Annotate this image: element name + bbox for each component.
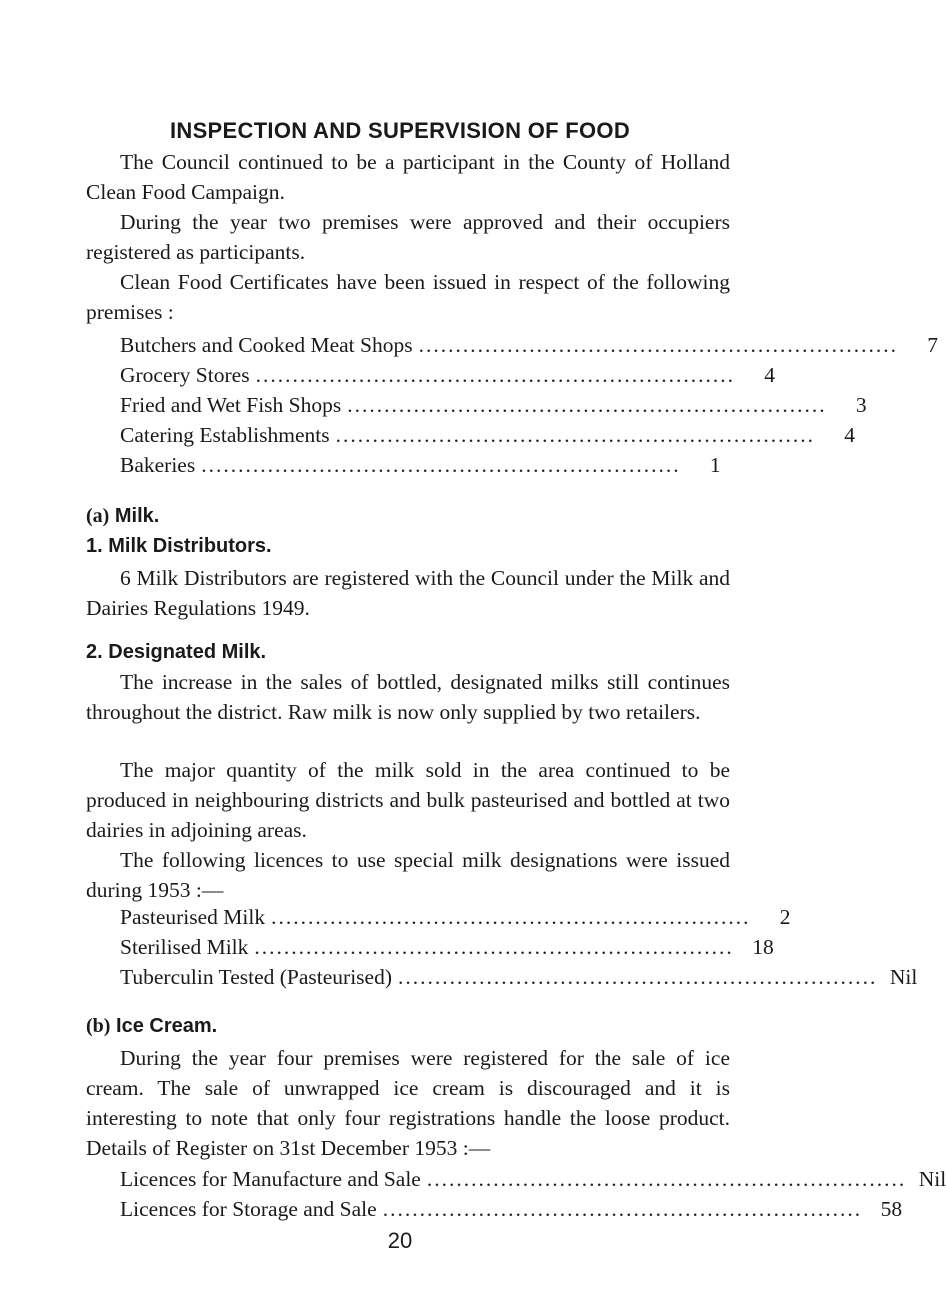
list-item	[120, 330, 938, 360]
intro-paragraph-1: The Council continued to be a participant in the County of Holland Clean Food Campaign.	[86, 150, 730, 204]
list-item-value: 4	[844, 423, 855, 447]
list-item-value: Nil	[918, 1167, 946, 1191]
subsection-2-mark: 2.	[86, 641, 103, 663]
section-a-heading	[86, 502, 159, 530]
subsection-1-mark: 1.	[86, 535, 103, 557]
leader-dots: .................................................................	[418, 333, 898, 357]
leader-dots: .................................................................	[335, 423, 815, 447]
list-item	[120, 962, 918, 992]
designated-milk-paragraph-3: The following licences to use special milk designations were issued during 1953 :—	[86, 848, 730, 902]
section-b-heading	[86, 1012, 217, 1040]
list-item-value: 18	[752, 935, 774, 959]
list-item	[120, 360, 775, 390]
leader-dots: .................................................................	[201, 453, 681, 477]
subsection-1-title: Milk Distributors.	[108, 535, 272, 557]
list-item-label: Pasteurised Milk	[120, 905, 266, 929]
list-item	[120, 390, 867, 420]
list-item-value: Nil	[889, 965, 918, 989]
certificates-list	[120, 330, 938, 480]
page-title: INSPECTION AND SUPERVISION OF FOOD	[169, 118, 631, 143]
section-b-mark: (b)	[86, 1015, 111, 1037]
list-item-label: Licences for Manufacture and Sale	[120, 1167, 421, 1191]
list-item	[120, 450, 721, 480]
list-item-value: 7	[927, 333, 938, 357]
list-item-value: 58	[880, 1197, 903, 1221]
list-item	[120, 932, 774, 962]
list-item-value: 1	[709, 453, 721, 477]
designated-milk-paragraph-1: The increase in the sales of bottled, designated milks still continues throughout the district. Raw milk is now only supplied by two retailers.	[86, 670, 730, 724]
list-item-label: Bakeries	[120, 453, 196, 477]
list-item-label: Licences for Storage and Sale	[120, 1197, 377, 1221]
list-item-value: 2	[779, 905, 791, 929]
leader-dots: .................................................................	[397, 965, 878, 989]
page-number: 20	[387, 1228, 413, 1253]
list-item-value: 4	[764, 363, 775, 387]
milk-distributors-paragraph: 6 Milk Distributors are registered with the Council under the Milk and Dairies Regulations 1949.	[86, 566, 730, 620]
subsection-2-title: Designated Milk.	[108, 641, 267, 663]
licences-list	[120, 902, 918, 992]
leader-dots: .................................................................	[347, 393, 827, 417]
leader-dots: .................................................................	[271, 905, 751, 929]
list-item-label: Sterilised Milk	[120, 935, 249, 959]
section-a-mark: (a)	[86, 505, 110, 527]
leader-dots: .................................................................	[255, 363, 735, 387]
intro-paragraph-3: Clean Food Certificates have been issued in respect of the following premises :	[86, 270, 730, 324]
list-item-label: Grocery Stores	[120, 363, 250, 387]
subsection-1-heading	[86, 532, 272, 560]
list-item-label: Butchers and Cooked Meat Shops	[120, 333, 413, 357]
leader-dots: .................................................................	[382, 1197, 863, 1221]
ice-cream-paragraph: During the year four premises were registered for the sale of ice cream. The sale of unwrapped ice cream is discouraged and it is interesting to note that only four registrations handle the loose product. Details of Register on 31st December 1953 :—	[86, 1046, 730, 1160]
list-item	[120, 902, 791, 932]
list-item-label: Tuberculin Tested (Pasteurised)	[120, 965, 392, 989]
list-item	[120, 1194, 903, 1224]
section-a-title: Milk.	[114, 505, 160, 527]
section-b-title: Ice Cream.	[116, 1015, 218, 1037]
subsection-2-heading	[86, 638, 266, 666]
leader-dots: .................................................................	[254, 935, 734, 959]
list-item	[120, 1164, 946, 1194]
list-item-label: Catering Establishments	[120, 423, 330, 447]
list-item	[120, 420, 855, 450]
list-item-label: Fried and Wet Fish Shops	[120, 393, 342, 417]
leader-dots: .................................................................	[426, 1167, 907, 1191]
designated-milk-paragraph-2: The major quantity of the milk sold in the area continued to be produced in neighbouring districts and bulk pasteurised and bottled at two dairies in adjoining areas.	[86, 758, 730, 842]
list-item-value: 3	[855, 393, 867, 417]
intro-paragraph-2: During the year two premises were approved and their occupiers registered as participants.	[86, 210, 730, 264]
register-list	[120, 1164, 946, 1224]
